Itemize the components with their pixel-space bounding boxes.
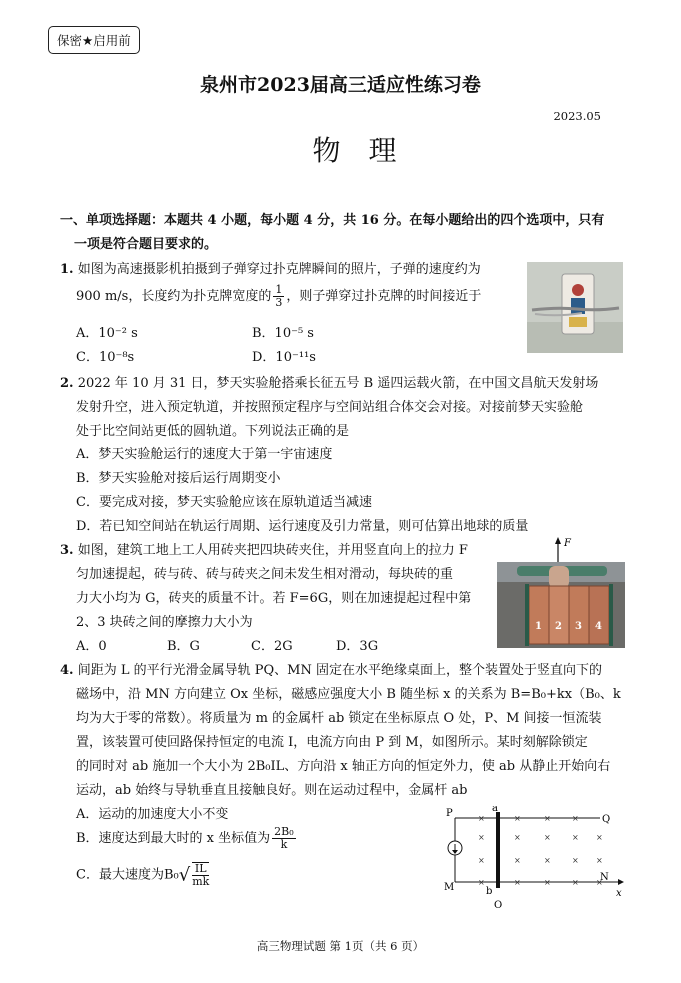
brick-label: 3 bbox=[575, 621, 582, 632]
fraction-one-third: $\frac{1}{3}$ bbox=[275, 283, 283, 309]
q4-line6: 运动，ab 始终与导轨垂直且接触良好。则在运动过程中，金属杆 ab bbox=[76, 783, 468, 798]
bullet-card-photo bbox=[527, 262, 623, 353]
label-N: N bbox=[600, 872, 609, 883]
svg-text:×: × bbox=[478, 814, 485, 823]
brick-label: 2 bbox=[555, 621, 562, 632]
q4-option-b: B．速度达到最大时的 x 坐标值为 $\frac{\text{2B₀}}{k}$ bbox=[76, 825, 294, 851]
q1-option-a: A．10⁻² s bbox=[76, 326, 138, 341]
q3-option-a: A．0 bbox=[76, 639, 107, 654]
label-a: a bbox=[492, 806, 498, 814]
svg-text:×: × bbox=[596, 856, 603, 865]
label-x: x bbox=[616, 888, 622, 899]
q3-line3: 力大小均为 G，砖夹的质量不计。若 F=6G，则在加速提起过程中第 bbox=[76, 591, 472, 606]
q2-line1: 2. 2022 年 10 月 31 日，梦天实验舱搭乘长征五号 B 遥四运载火箭，在中国文昌航天发射场 bbox=[60, 376, 599, 391]
subject-title: 物理 bbox=[312, 134, 425, 167]
q2-line2: 发射升空，进入预定轨道，并按照预定程序与空间站组合体交会对接。对接前梦天实验舱 bbox=[76, 400, 584, 415]
exam-title: 泉州市2023届高三适应性练习卷 bbox=[200, 74, 481, 96]
q1-line2: 900 m/s，长度约为扑克牌宽度的 $\frac{1}{3}$ ，则子弹穿过扑克牌的时间接近于 bbox=[76, 283, 482, 309]
svg-text:×: × bbox=[544, 814, 551, 823]
q3-line4: 2、3 块砖之间的摩擦力大小为 bbox=[76, 615, 253, 630]
q4-line1: 4. 间距为 L 的平行光滑金属导轨 PQ、MN 固定在水平绝缘桌面上，整个装置处于竖直向下的 bbox=[60, 663, 602, 678]
q2-option-c: C．要完成对接，梦天实验舱应该在原轨道适当减速 bbox=[76, 495, 372, 510]
q3-option-c: C．2G bbox=[251, 639, 293, 654]
section-heading-cont: 一项是符合题目要求的。 bbox=[74, 237, 218, 252]
brick-label: 4 bbox=[595, 621, 602, 632]
q1-option-d: D．10⁻¹¹s bbox=[252, 350, 316, 365]
rail-circuit-figure bbox=[440, 806, 630, 912]
q3-line1: 3. 如图，建筑工地上工人用砖夹把四块砖夹住，并用竖直向上的拉力 F bbox=[60, 543, 468, 558]
q2-option-d: D．若已知空间站在轨运行周期、运行速度及引力常量，则可估算出地球的质量 bbox=[76, 519, 529, 534]
brick-clamp-figure bbox=[497, 536, 625, 648]
label-M: M bbox=[444, 882, 455, 893]
q3-line2: 匀加速提起，砖与砖、砖与砖夹之间未发生相对滑动，每块砖的重 bbox=[76, 567, 454, 582]
q1-option-b: B．10⁻⁵ s bbox=[252, 326, 314, 341]
exam-date: 2023.05 bbox=[553, 109, 601, 123]
svg-text:×: × bbox=[478, 833, 485, 842]
svg-text:×: × bbox=[596, 878, 603, 887]
page-footer: 高三物理试题 第 1页（共 6 页） bbox=[256, 939, 425, 953]
svg-text:×: × bbox=[572, 814, 579, 823]
svg-text:×: × bbox=[572, 856, 579, 865]
section-heading: 一、单项选择题：本题共 4 小题，每小题 4 分，共 16 分。在每小题给出的四个选项中，只有 bbox=[60, 213, 605, 228]
q3-option-b: B．G bbox=[167, 639, 200, 654]
svg-text:×: × bbox=[514, 878, 521, 887]
svg-text:×: × bbox=[544, 833, 551, 842]
q4-line4: 置，该装置可使回路保持恒定的电流 I，电流方向由 P 到 M，如图所示。某时刻解除锁定 bbox=[76, 735, 588, 750]
rod-ab bbox=[496, 812, 500, 888]
label-Q: Q bbox=[602, 814, 611, 825]
svg-text:×: × bbox=[544, 878, 551, 887]
svg-text:×: × bbox=[544, 856, 551, 865]
q2-option-b: B．梦天实验舱对接后运行周期变小 bbox=[76, 471, 281, 486]
svg-text:×: × bbox=[572, 878, 579, 887]
svg-text:×: × bbox=[596, 833, 603, 842]
svg-text:×: × bbox=[514, 833, 521, 842]
q1-line1: 1. 如图为高速摄影机拍摄到子弹穿过扑克牌瞬间的照片，子弹的速度约为 bbox=[60, 262, 481, 277]
q4-line5: 的同时对 ab 施加一个大小为 2B₀IL、方向沿 x 轴正方向的恒定外力，使 ab 从静止开始向右 bbox=[76, 759, 611, 774]
svg-text:×: × bbox=[478, 878, 485, 887]
q3-option-d: D．3G bbox=[336, 639, 379, 654]
q4-option-a: A．运动的加速度大小不变 bbox=[76, 807, 229, 822]
q2-line3: 处于比空间站更低的圆轨道。下列说法正确的是 bbox=[76, 424, 350, 439]
hand bbox=[549, 566, 569, 588]
svg-text:×: × bbox=[572, 833, 579, 842]
label-P: P bbox=[446, 808, 453, 819]
q4-line2: 磁场中，沿 MN 方向建立 Ox 坐标，磁感应强度大小 B 随坐标 x 的关系为 B=B₀+kx（B₀、k bbox=[76, 687, 621, 702]
svg-text:×: × bbox=[514, 814, 521, 823]
q4-line3: 均为大于零的常数）。将质量为 m 的金属杆 ab 锁定在坐标原点 O 处，P、M 间接一恒流装 bbox=[76, 711, 602, 726]
svg-text:×: × bbox=[514, 856, 521, 865]
force-label: F bbox=[564, 538, 571, 549]
label-b: b bbox=[486, 886, 493, 897]
q1-option-c: C．10⁻⁸s bbox=[76, 350, 135, 365]
confidential-badge: 保密★启用前 bbox=[48, 26, 140, 54]
q2-option-a: A．梦天实验舱运行的速度大于第一宇宙速度 bbox=[76, 447, 333, 462]
svg-text:×: × bbox=[478, 856, 485, 865]
label-O: O bbox=[494, 900, 503, 911]
bullet-card-image bbox=[527, 262, 623, 353]
brick-label: 1 bbox=[535, 621, 542, 632]
q4-option-c: C．最大速度为B₀√ $\frac{IL}{mk}$ bbox=[76, 862, 210, 888]
